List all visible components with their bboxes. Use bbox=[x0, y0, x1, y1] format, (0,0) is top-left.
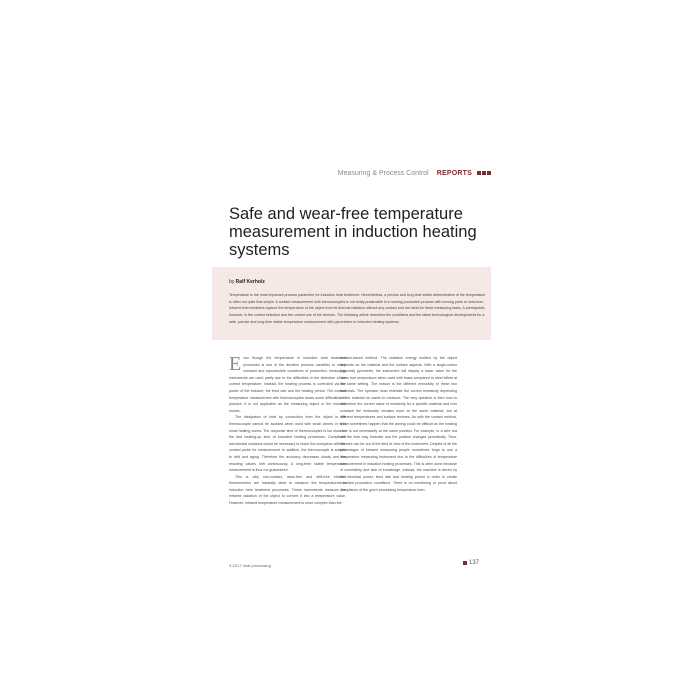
drop-cap: E bbox=[229, 353, 242, 375]
running-header bbox=[337, 168, 491, 178]
body-paragraph: The dissipation of heat by conduction from the object to the thermocouple cannot be avoided when used with small pieces or with small heating zones. The response time of thermocouples is too slow for the fast heating-up time of inductive heating processes. Complicate mechanical solutions would be necessary to reach the workpiece with the contact probe for measurement. In addition, the thermocouple is subject to drift and aging. Therefore the accuracy decreases slowly and the resulting values drift continuously. A long-term stable temperature measurement is thus not guaranteed. bbox=[229, 415, 346, 473]
body-column-left bbox=[229, 355, 346, 507]
footer-page bbox=[463, 560, 479, 566]
page-number: 137 bbox=[469, 560, 480, 566]
abstract-text: Temperature is the most important process parameter for induction heat treatment. Nevertheless, a precise and long-time stable determination of the temperature is often not quite that simple. A contact measurement with thermocouples is not really practicable in a running production process with moving parts or inductors. Infrared thermometers capture the temperature of the object from its thermal radiation without any contact and are ideal for these measuring tasks. A prerequisite, however, is the correct selection and the correct use of the devices. The following article describes the conditions and the latest technological developments for a safe, precise and long-time stable temperature measurement with pyrometers in induction heating systems. bbox=[229, 293, 486, 324]
author-name: Ralf Kerholz bbox=[235, 279, 265, 285]
category-squares-icon bbox=[477, 171, 491, 175]
footer-issue: 3-2017 heat processing bbox=[229, 563, 271, 568]
section-label: Measuring & Process Control bbox=[337, 169, 429, 177]
body-column-right bbox=[340, 355, 457, 493]
byline-prefix: by bbox=[229, 279, 235, 285]
article-title: Safe and wear-free temperature measurement in induction heating systems bbox=[229, 205, 477, 259]
body-paragraph: contact-based method. The radiation energy emitted by the object depends on the material and the surface aspects. With a single-colour (spectral) pyrometer, the instrument will display a lower value for the same true temperature when used with brass compared to steel billets at the same setting. The reason is the different emissivity of these two materials. The operator must estimate the correct emissivity depending on the material he wants to measure. The very question is then how to determine the correct value of emissivity for a specific material and how constant the emissivity remains even at the same material, but at different temperatures and surface textures. As with the contact method, it can sometimes happen that the aiming could be difficult as the heating zone is not necessarily at the same position. For example, in a wire rod mill the wire may fluctuate and the position changes periodically. Thus, the wire can be out of the field of view of the instrument. Despite of all the advantages of infrared measuring people sometimes forgo to use a temperature measuring instrument due to the difficulties of temperature measurement in induction heating processes. This is often done because of uncertainty and lack of knowledge. Instead, the machine is driven by the electrical power, feed rate and heating period in order to create constant production conditions. There is no monitoring or proof about compliance of the given processing temperature then. bbox=[340, 356, 457, 492]
category-label: REPORTS bbox=[436, 169, 472, 177]
byline bbox=[229, 279, 265, 285]
body-paragraph: This is why non-contact, wear-free and drift-free infrared thermometers are basically ideal to measure the temperatures in induction heat treatment processes. These instruments measure the infrared radiation of the object to convert it into a temperature value. However, infrared temperature measurement is more complex than the bbox=[229, 474, 346, 506]
paragraph-text: ven though the temperature in induction heat treatment processes is one of the decisive process variables to reach constant and reproducible conditions of production, measuring instruments are used partly due to the difficulties in the detection of the correct temperature. Instead, the heating process is controlled via the power of the inductor, the feed rate and the heating period. The contact temperature measurement with thermocouples bears some difficulties: in practice, it is not applicable as the measuring object or the inductor moves. bbox=[229, 356, 346, 413]
page-marker-icon bbox=[463, 561, 467, 565]
body-paragraph bbox=[229, 355, 346, 414]
